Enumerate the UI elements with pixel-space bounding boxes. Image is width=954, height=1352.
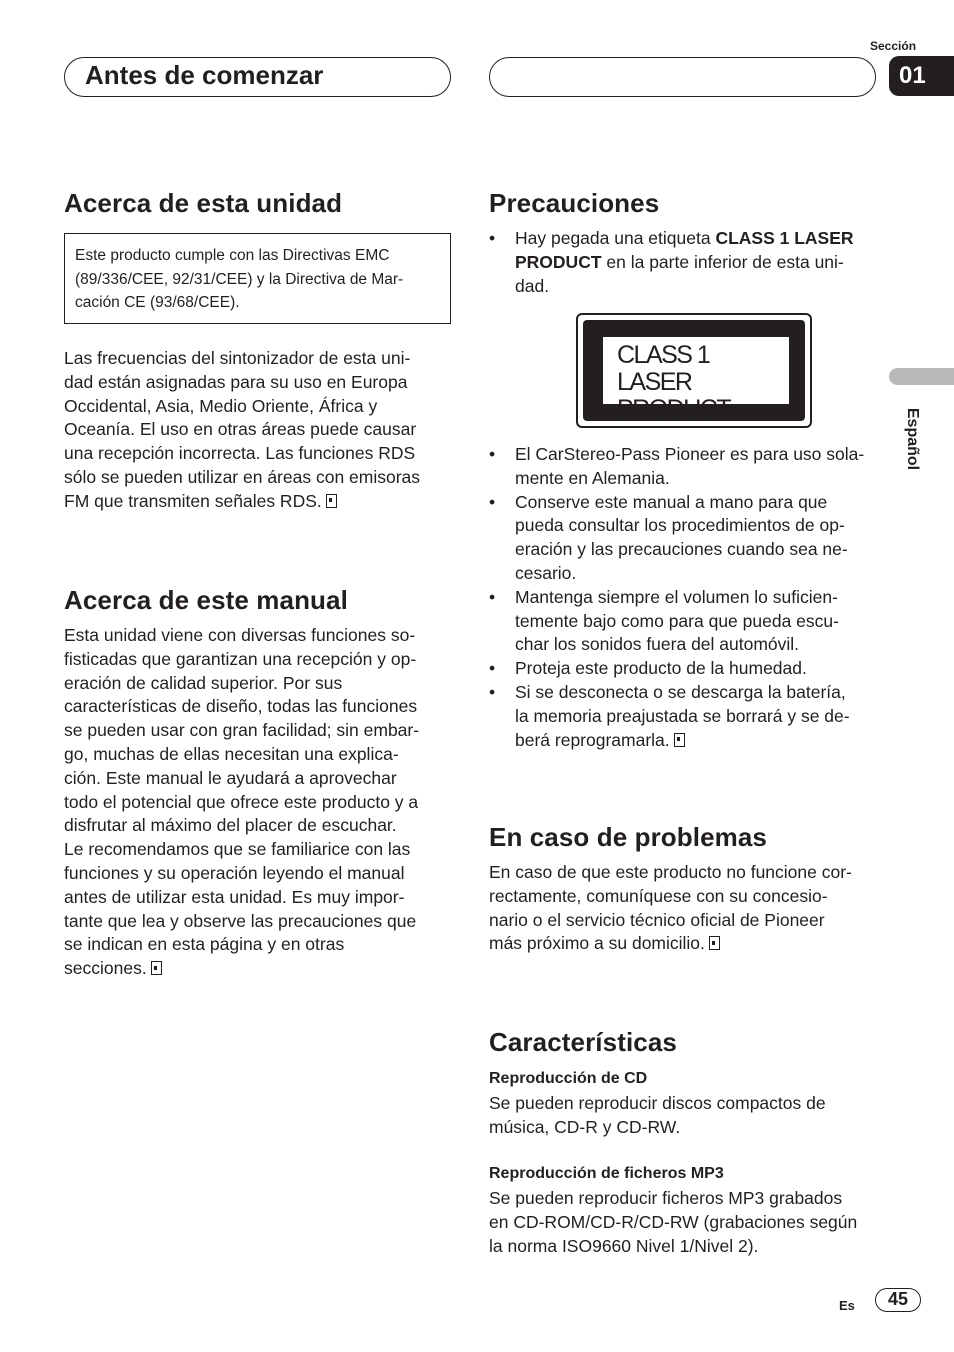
body-line: todo el potencial que ofrece este producto y a xyxy=(64,791,419,812)
body-line: Se pueden reproducir discos compactos de xyxy=(489,1093,826,1113)
body-line: Le recomendamos que se familiarice con las xyxy=(64,839,411,860)
bullet-line: dad. xyxy=(515,275,550,296)
laser-label-border xyxy=(583,320,805,421)
list-item xyxy=(489,657,881,681)
body-line xyxy=(64,957,454,981)
body-line: rectamente, comuníquese con su concesio- xyxy=(489,885,828,906)
about-manual-body xyxy=(64,624,454,981)
cd-playback-body xyxy=(489,1092,881,1140)
bullet-icon: • xyxy=(489,444,496,464)
section-number-tab: 01 xyxy=(889,56,954,96)
bullet-bold-text: PRODUCT xyxy=(515,251,602,272)
body-line: tante que lea y observe las precauciones que xyxy=(64,910,417,931)
list-item xyxy=(489,443,881,491)
body-line: música, CD-R y CD-RW. xyxy=(489,1116,681,1137)
bullet-line: char los sonidos fuera del automóvil. xyxy=(515,634,800,655)
bullet-line: Mantenga siempre el volumen lo suficien- xyxy=(515,586,838,607)
bullet-line: eración y las precauciones cuando sea ne- xyxy=(515,539,848,560)
bullet-icon: • xyxy=(489,228,496,248)
body-line: Las frecuencias del sintonizador de esta uni- xyxy=(64,348,411,368)
end-of-section-icon xyxy=(674,733,685,747)
header-title: Antes de comenzar xyxy=(85,60,324,90)
bullet-line: mente en Alemania. xyxy=(515,467,670,488)
features-heading: Características xyxy=(489,1027,677,1057)
notice-line: Este producto cumple con las Directivas EMC xyxy=(75,247,390,264)
bullet-line: Conserve este manual a mano para que xyxy=(515,491,828,512)
body-line xyxy=(489,932,881,956)
body-line-text: más próximo a su domicilio. xyxy=(489,933,705,954)
laser-label-line: LASER PRODUCT xyxy=(617,368,731,423)
list-item xyxy=(489,227,881,298)
bullet-line: cesario. xyxy=(515,562,577,583)
compliance-notice-box xyxy=(64,233,451,324)
section-label: Sección xyxy=(870,39,917,53)
bullet-icon: • xyxy=(489,681,496,702)
bullet-line: Proteja este producto de la humedad. xyxy=(515,658,807,679)
laser-label-text-area xyxy=(603,337,789,423)
body-line: nario o el servicio técnico oficial de Pioneer xyxy=(489,909,825,930)
bullet-line xyxy=(515,251,881,275)
precautions-heading: Precauciones xyxy=(489,188,660,218)
bullet-line xyxy=(515,227,881,251)
body-line: se indican en esta página y en otras xyxy=(64,934,345,955)
body-line: una recepción incorrecta. Las funciones RDS xyxy=(64,443,416,464)
bullet-line: El CarStereo-Pass Pioneer es para uso sola- xyxy=(515,444,865,464)
body-line: sólo se pueden utilizar en áreas con emisoras xyxy=(64,466,421,487)
bullet-line: pueda consultar los procedimientos de op- xyxy=(515,515,845,536)
body-line: ción. Este manual le ayudará a aprovechar xyxy=(64,767,397,788)
bullet-icon: • xyxy=(489,658,496,679)
precautions-list xyxy=(489,443,881,752)
bullet-text: Hay pegada una etiqueta xyxy=(515,228,716,248)
notice-line: cación CE (93/68/CEE). xyxy=(75,294,240,311)
body-line: disfrutar al máximo del placer de escuchar. xyxy=(64,815,397,836)
bullet-text: berá reprogramarla. xyxy=(515,729,670,750)
language-side-label: Español xyxy=(904,407,921,471)
body-line: en CD-ROM/CD-R/CD-RW (grabaciones según xyxy=(489,1211,858,1232)
about-unit-body xyxy=(64,347,454,514)
body-line: eración de calidad superior. Por sus xyxy=(64,672,343,693)
end-of-section-icon xyxy=(709,936,720,950)
body-line: Oceanía. El uso en otras áreas puede causar xyxy=(64,419,417,440)
body-line xyxy=(64,490,454,514)
bullet-line: temente bajo como para que pueda escu- xyxy=(515,610,839,631)
body-line: go, muchas de ellas necesitan una explica- xyxy=(64,743,399,764)
body-line: se pueden usar con gran facilidad; sin embar- xyxy=(64,720,420,741)
about-manual-heading: Acerca de este manual xyxy=(64,585,348,615)
about-unit-heading: Acerca de esta unidad xyxy=(64,188,343,218)
body-line: fisticadas que garantizan una recepción y op- xyxy=(64,648,417,669)
body-line: Occidental, Asia, Medio Oriente, África y xyxy=(64,395,378,416)
bullet-line: Si se desconecta o se descarga la batería, xyxy=(515,681,846,702)
cd-playback-subheading: Reproducción de CD xyxy=(489,1070,648,1087)
body-line: En caso de que este producto no funcione cor- xyxy=(489,862,852,882)
page-number: 45 xyxy=(875,1288,921,1312)
body-line-text: secciones. xyxy=(64,958,147,979)
mp3-playback-body xyxy=(489,1187,881,1258)
precautions-first-bullet xyxy=(489,227,881,298)
problems-body xyxy=(489,861,881,956)
body-line: funciones y su operación leyendo el manual xyxy=(64,862,405,883)
body-line: dad están asignadas para su uso en Europa xyxy=(64,371,408,392)
laser-label-line: CLASS 1 xyxy=(617,341,710,369)
body-line: la norma ISO9660 Nivel 1/Nivel 2). xyxy=(489,1235,759,1256)
bullet-icon: • xyxy=(489,586,496,607)
language-tab-marker xyxy=(889,368,954,385)
body-line: Se pueden reproducir ficheros MP3 grabados xyxy=(489,1188,843,1208)
bullet-text: en la parte inferior de esta uni- xyxy=(601,251,844,272)
list-item xyxy=(489,491,881,586)
body-line: Esta unidad viene con diversas funciones so- xyxy=(64,625,416,645)
list-item xyxy=(489,681,881,752)
problems-heading: En caso de problemas xyxy=(489,822,767,852)
notice-line: (89/336/CEE, 92/31/CEE) y la Directiva de Mar- xyxy=(75,270,404,288)
footer-language-code: Es xyxy=(839,1298,855,1313)
laser-product-label xyxy=(576,313,812,428)
body-line: antes de utilizar esta unidad. Es muy impor- xyxy=(64,886,405,907)
mp3-playback-subheading: Reproducción de ficheros MP3 xyxy=(489,1165,724,1182)
header-blank-frame xyxy=(489,57,876,97)
body-line: características de diseño, todas las funciones xyxy=(64,696,418,717)
body-line-text: FM que transmiten señales RDS. xyxy=(64,490,322,511)
end-of-section-icon xyxy=(151,961,162,975)
bullet-line: la memoria preajustada se borrará y se de- xyxy=(515,705,850,726)
list-item xyxy=(489,586,881,657)
bullet-line xyxy=(515,729,881,753)
bullet-bold-text: CLASS 1 LASER xyxy=(715,228,854,248)
end-of-section-icon xyxy=(326,494,337,508)
bullet-icon: • xyxy=(489,491,496,512)
